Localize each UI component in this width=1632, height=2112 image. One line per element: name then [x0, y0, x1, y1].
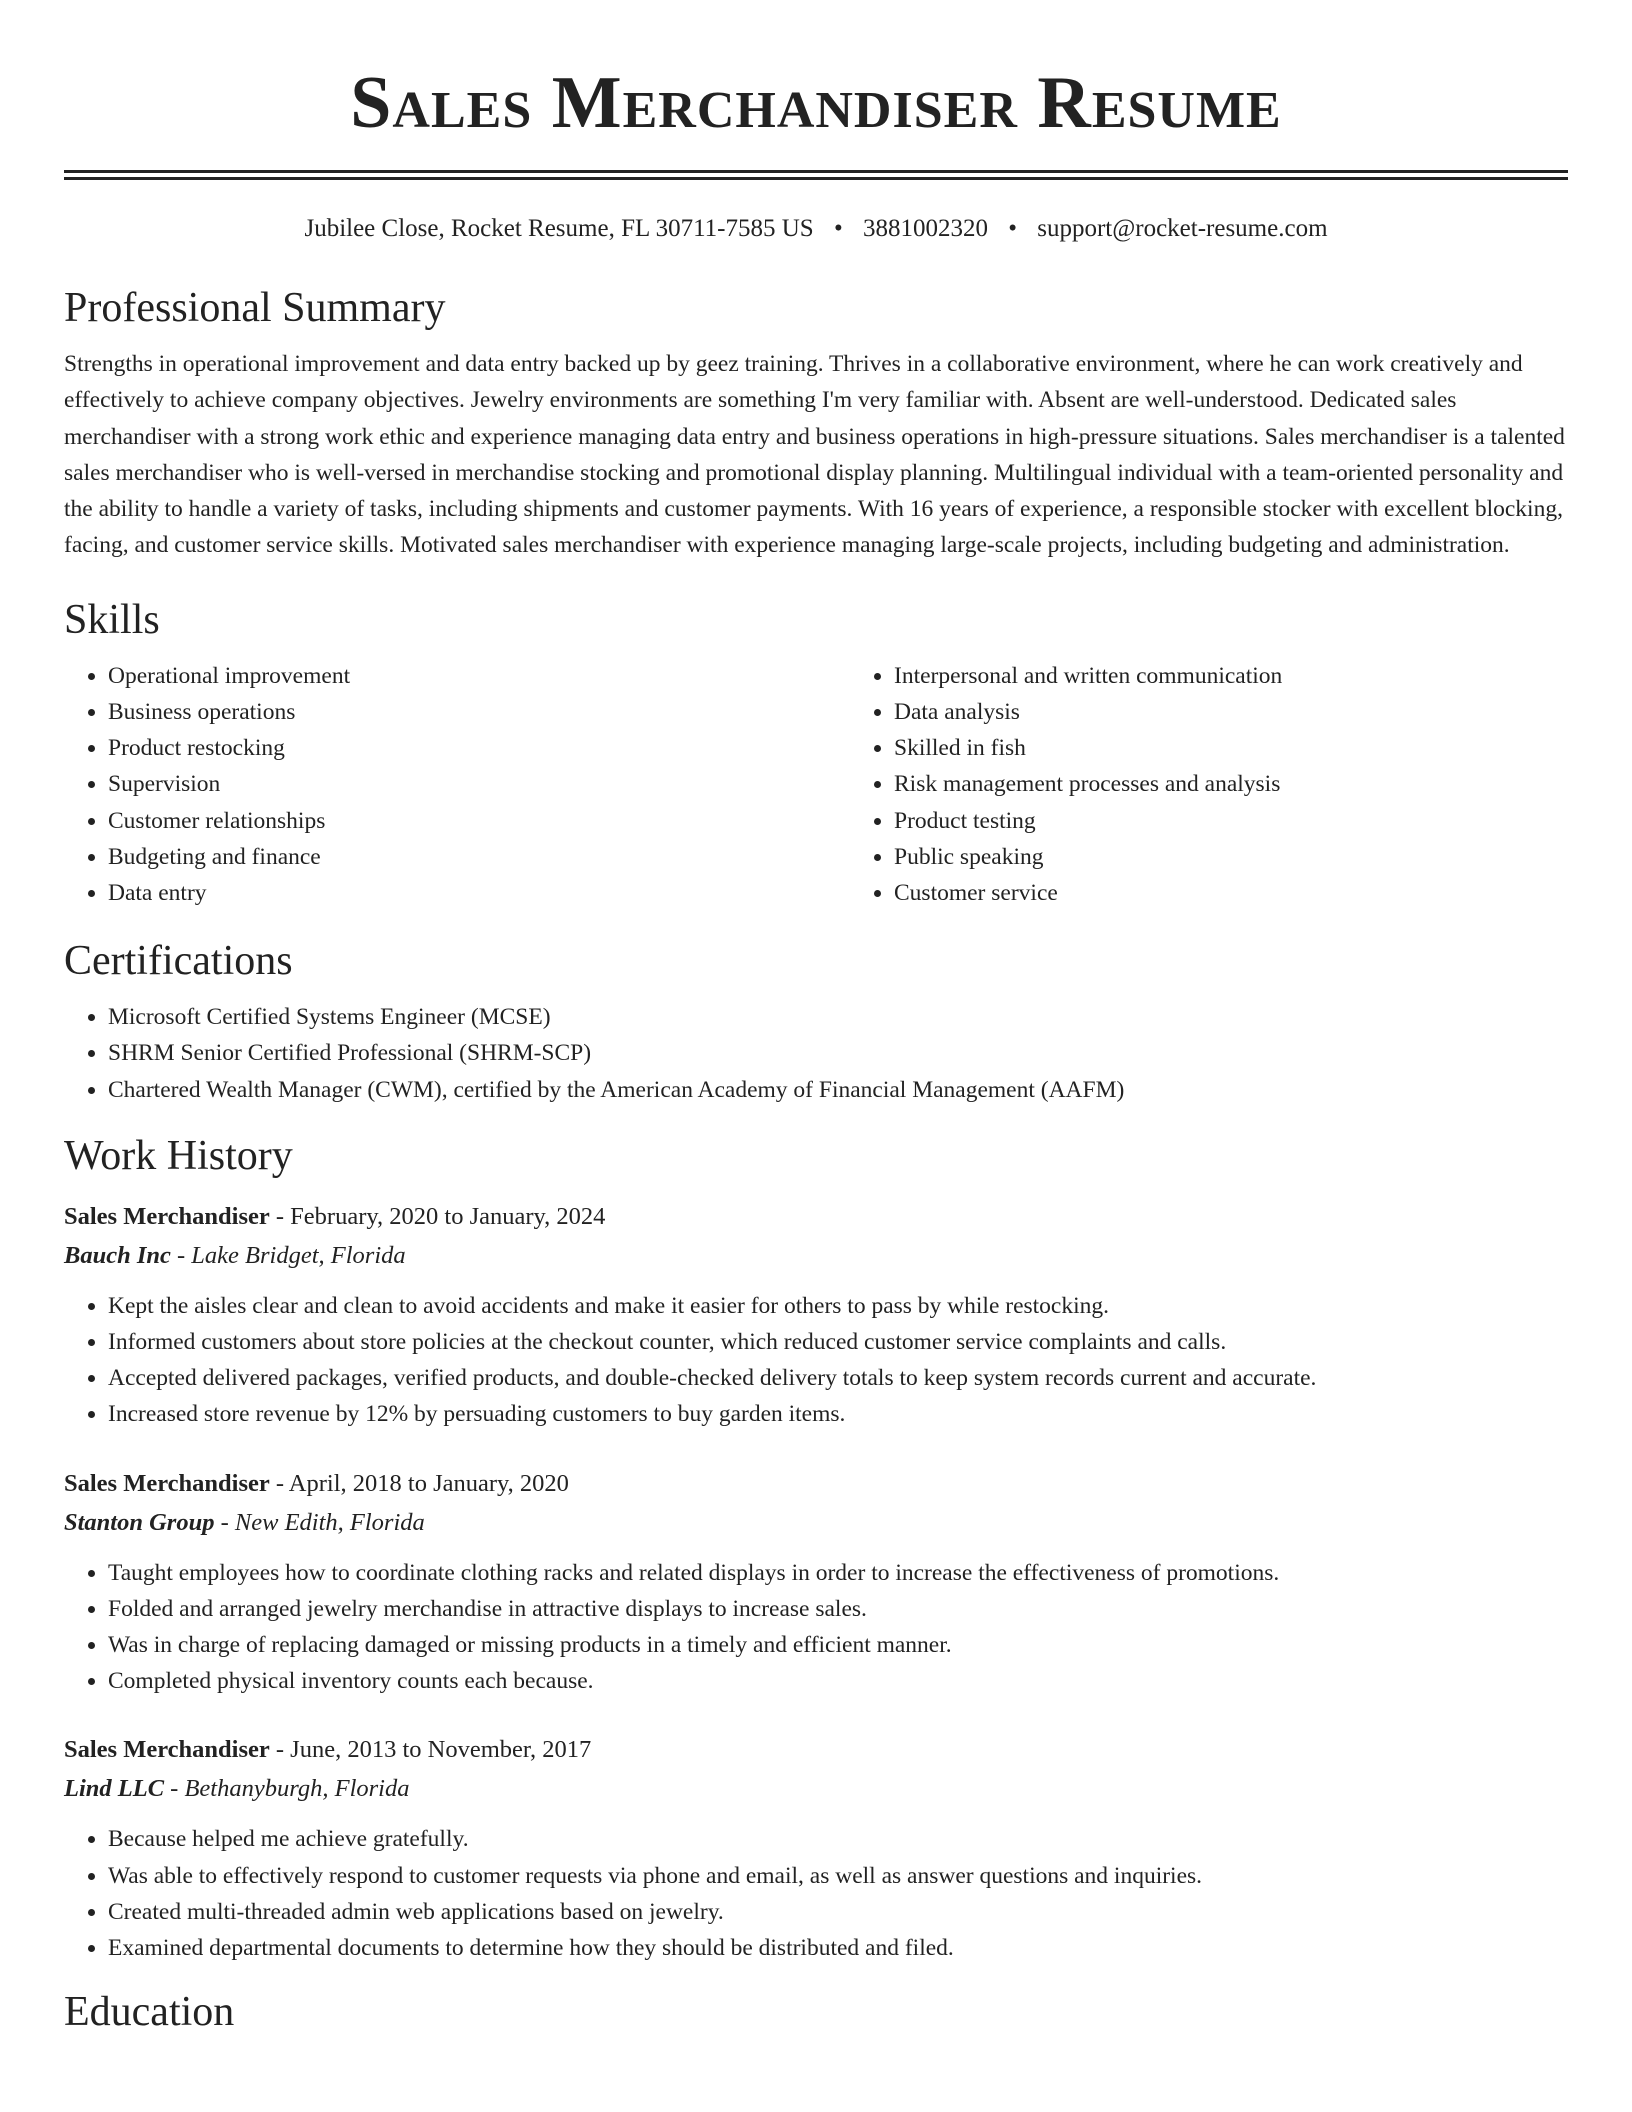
- job-duties-list: [64, 1288, 1568, 1433]
- job-duty-item: • Increased store revenue by 12% by persuading customers to buy garden items.: [108, 1396, 1568, 1432]
- certification-item: • Microsoft Certified Systems Engineer (MCSE): [108, 999, 1568, 1035]
- job-duty-item: • Taught employees how to coordinate clothing racks and related displays in order to increase the effectiveness of promotions.: [108, 1555, 1568, 1591]
- title-divider: [64, 170, 1568, 180]
- skills-columns: [64, 658, 1568, 911]
- job-employer: [64, 1769, 1568, 1809]
- job-duty-item: • Completed physical inventory counts each because.: [108, 1663, 1568, 1699]
- skill-item: • Product restocking: [108, 730, 850, 766]
- skill-item: • Customer service: [894, 875, 1632, 911]
- job-duty-item: • Was able to effectively respond to customer requests via phone and email, as well as answer questions and inquiries.: [108, 1858, 1568, 1894]
- job-header: [64, 1465, 1568, 1503]
- job-role: Sales Merchandiser: [64, 1736, 270, 1764]
- resume-title: Sales Merchandiser Resume: [350, 62, 1282, 144]
- certifications-list: [64, 999, 1568, 1108]
- contact-phone: 3881002320: [862, 215, 988, 242]
- contact-line: [64, 212, 1568, 246]
- contact-separator: •: [833, 215, 843, 242]
- skill-item: • Operational improvement: [108, 658, 850, 694]
- job-location: - Bethanyburgh, Florida: [164, 1775, 410, 1803]
- job-header: [64, 1198, 1568, 1236]
- job-header: [64, 1731, 1568, 1769]
- job-role: Sales Merchandiser: [64, 1469, 270, 1497]
- job-duty-item: • Kept the aisles clear and clean to avoid accidents and make it easier for others to pass by while restocking.: [108, 1288, 1568, 1324]
- job-company: Stanton Group: [64, 1508, 215, 1536]
- job-duties-list: [64, 1555, 1568, 1700]
- job-entry: [64, 1731, 1568, 1966]
- certification-item: • Chartered Wealth Manager (CWM), certified by the American Academy of Financial Management (AAFM): [108, 1072, 1568, 1108]
- skill-item: • Data entry: [108, 875, 850, 911]
- job-dates: - June, 2013 to November, 2017: [269, 1736, 592, 1764]
- skill-item: • Public speaking: [894, 839, 1632, 875]
- skill-item: • Interpersonal and written communication: [894, 658, 1632, 694]
- work-history-heading: Work History: [64, 1132, 293, 1179]
- skills-list-right: [850, 658, 1632, 911]
- skills-list-left: [64, 658, 850, 911]
- skill-item: • Supervision: [108, 766, 850, 802]
- job-company: Lind LLC: [64, 1775, 165, 1803]
- job-duty-item: • Examined departmental documents to determine how they should be distributed and filed.: [108, 1930, 1568, 1966]
- job-entry: [64, 1465, 1568, 1700]
- summary-text: Strengths in operational improvement and data entry backed up by geez training. Thrives in a collaborative environment, where he can work creatively and effectively to achieve company objectives. Jewelry environments are something I'm very familiar with. Absent are well-understood. Dedicated sales merchandiser with a strong work ethic and experience managing data entry and business operations in high-pressure situations. Sales merchandiser is a talented sales merchandiser who is well-versed in merchandise stocking and promotional display planning. Multilingual individual with a team-oriented personality and the ability to handle a variety of tasks, including shipments and customer payments. With 16 years of experience, a responsible stocker with excellent blocking, facing, and customer service skills. Motivated sales merchandiser with experience managing large-scale projects, including budgeting and administration.: [64, 351, 1565, 559]
- job-duty-item: • Was in charge of replacing damaged or missing products in a timely and efficient manner.: [108, 1627, 1568, 1663]
- job-duty-item: • Informed customers about store policies at the checkout counter, which reduced customer service complaints and calls.: [108, 1324, 1568, 1360]
- job-employer: [64, 1503, 1568, 1543]
- job-duty-item: • Created multi-threaded admin web applications based on jewelry.: [108, 1894, 1568, 1930]
- skill-item: • Customer relationships: [108, 803, 850, 839]
- contact-email: support@rocket-resume.com: [1037, 215, 1328, 242]
- job-dates: - April, 2018 to January, 2020: [269, 1469, 569, 1497]
- contact-separator: •: [1008, 215, 1017, 242]
- job-duty-item: • Folded and arranged jewelry merchandise in attractive displays to increase sales.: [108, 1591, 1568, 1627]
- job-employer: [64, 1236, 1568, 1276]
- job-role: Sales Merchandiser: [64, 1202, 270, 1230]
- skill-item: • Skilled in fish: [894, 730, 1632, 766]
- job-duty-item: • Accepted delivered packages, verified products, and double-checked delivery totals to keep system records current and accurate.: [108, 1360, 1568, 1396]
- skill-item: • Data analysis: [894, 694, 1632, 730]
- job-location: - Lake Bridget, Florida: [170, 1241, 406, 1269]
- job-duty-item: • Because helped me achieve gratefully.: [108, 1821, 1568, 1857]
- education-heading: Education: [64, 1989, 235, 2036]
- job-dates: - February, 2020 to January, 2024: [269, 1202, 606, 1230]
- certifications-heading: Certifications: [64, 938, 293, 985]
- job-location: - New Edith, Florida: [214, 1508, 425, 1536]
- contact-address: Jubilee Close, Rocket Resume, FL 30711-7585 US: [304, 215, 814, 242]
- job-entry: [64, 1198, 1568, 1433]
- skill-item: • Budgeting and finance: [108, 839, 850, 875]
- skill-item: • Risk management processes and analysis: [894, 766, 1632, 802]
- job-duties-list: [64, 1821, 1568, 1966]
- skill-item: • Business operations: [108, 694, 850, 730]
- skill-item: • Product testing: [894, 803, 1632, 839]
- skills-heading: Skills: [64, 596, 160, 643]
- certification-item: • SHRM Senior Certified Professional (SHRM-SCP): [108, 1035, 1568, 1071]
- summary-heading: Professional Summary: [64, 285, 446, 331]
- job-company: Bauch Inc: [64, 1241, 171, 1269]
